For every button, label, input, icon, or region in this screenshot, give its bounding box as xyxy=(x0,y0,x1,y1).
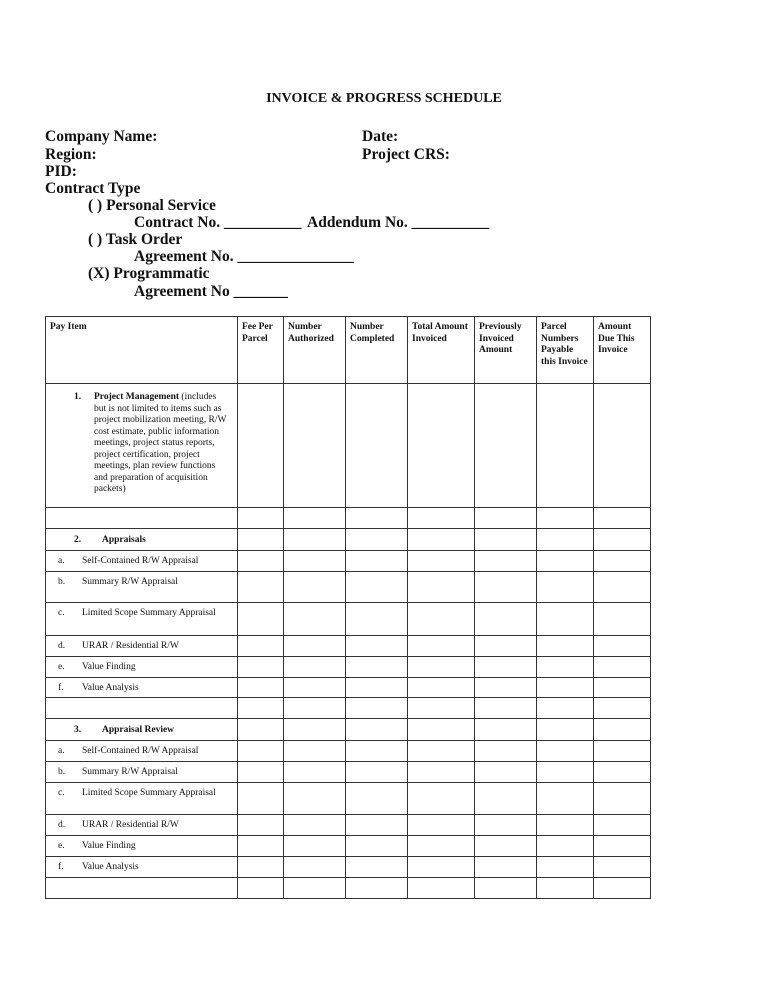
item-label: Self-Contained R/W Appraisal xyxy=(82,555,199,566)
cell[interactable] xyxy=(346,529,408,551)
cell[interactable] xyxy=(284,384,346,508)
cell[interactable] xyxy=(537,835,594,856)
table-row xyxy=(46,761,651,782)
cell[interactable] xyxy=(475,782,537,814)
cell[interactable] xyxy=(537,814,594,835)
cell[interactable] xyxy=(475,856,537,877)
cell[interactable] xyxy=(238,384,284,508)
col-number-authorized: Number Authorized xyxy=(284,317,346,384)
cell[interactable] xyxy=(594,384,651,508)
cell[interactable] xyxy=(346,782,408,814)
cell[interactable] xyxy=(537,508,594,529)
cell[interactable] xyxy=(594,550,651,571)
item-letter: a. xyxy=(58,555,65,566)
cell[interactable] xyxy=(284,698,346,719)
cell[interactable] xyxy=(537,856,594,877)
cell[interactable] xyxy=(284,877,346,898)
item-label: Summary R/W Appraisal xyxy=(82,576,178,587)
cell[interactable] xyxy=(408,571,475,602)
cell[interactable] xyxy=(346,677,408,698)
cell[interactable] xyxy=(408,508,475,529)
table-row xyxy=(46,602,651,635)
col-pay-item: Pay Item xyxy=(46,317,238,384)
cell[interactable] xyxy=(238,656,284,677)
cell[interactable] xyxy=(594,698,651,719)
cell[interactable] xyxy=(594,635,651,656)
cell[interactable] xyxy=(284,761,346,782)
cell[interactable] xyxy=(238,677,284,698)
cell[interactable] xyxy=(475,656,537,677)
cell[interactable] xyxy=(475,814,537,835)
cell[interactable] xyxy=(346,740,408,761)
section-label xyxy=(46,529,238,551)
cell[interactable] xyxy=(537,677,594,698)
cell[interactable] xyxy=(346,814,408,835)
cell[interactable] xyxy=(537,635,594,656)
cell[interactable] xyxy=(238,719,284,741)
header-row xyxy=(46,317,651,384)
item-label: Appraisals xyxy=(102,535,146,545)
cell[interactable] xyxy=(537,877,594,898)
item-letter: b. xyxy=(58,766,66,777)
cell[interactable] xyxy=(408,635,475,656)
table-row xyxy=(46,814,651,835)
programmatic-option[interactable]: (X) Programmatic xyxy=(88,265,210,282)
item-label: Summary R/W Appraisal xyxy=(82,766,178,777)
pay-item xyxy=(46,835,238,856)
item-letter: e. xyxy=(58,661,65,672)
cell[interactable] xyxy=(238,877,284,898)
item-label: Limited Scope Summary Appraisal xyxy=(82,607,216,618)
pay-item xyxy=(46,740,238,761)
cell[interactable] xyxy=(594,677,651,698)
cell[interactable] xyxy=(238,740,284,761)
cell[interactable] xyxy=(408,656,475,677)
cell[interactable] xyxy=(475,698,537,719)
item-letter: e. xyxy=(58,840,65,851)
cell[interactable] xyxy=(346,550,408,571)
section-row xyxy=(46,719,651,741)
cell[interactable] xyxy=(537,550,594,571)
cell[interactable] xyxy=(238,761,284,782)
cell[interactable] xyxy=(408,719,475,741)
col-previously-invoiced: Previously Invoiced Amount xyxy=(475,317,537,384)
cell[interactable] xyxy=(594,761,651,782)
pay-item xyxy=(46,677,238,698)
cell[interactable] xyxy=(475,761,537,782)
cell[interactable] xyxy=(238,602,284,635)
cell[interactable] xyxy=(408,677,475,698)
contract-type-label: Contract Type xyxy=(45,180,141,197)
col-fee-per-parcel: Fee Per Parcel xyxy=(238,317,284,384)
cell[interactable] xyxy=(594,602,651,635)
cell[interactable] xyxy=(408,529,475,551)
pay-item xyxy=(46,856,238,877)
cell[interactable] xyxy=(537,384,594,508)
cell[interactable] xyxy=(408,550,475,571)
cell[interactable] xyxy=(537,782,594,814)
cell[interactable] xyxy=(346,877,408,898)
cell[interactable] xyxy=(284,835,346,856)
item-letter: d. xyxy=(58,640,66,651)
cell[interactable] xyxy=(408,602,475,635)
section-row xyxy=(46,529,651,551)
document-title: INVOICE & PROGRESS SCHEDULE xyxy=(266,91,502,106)
col-amount-due: Amount Due This Invoice xyxy=(594,317,651,384)
agreement-no-field[interactable]: Agreement No. _______________ xyxy=(134,248,354,265)
cell[interactable] xyxy=(594,877,651,898)
cell[interactable] xyxy=(475,602,537,635)
pay-item xyxy=(46,571,238,602)
item-label: Limited Scope Summary Appraisal xyxy=(82,787,216,798)
cell[interactable] xyxy=(594,856,651,877)
table-row xyxy=(46,677,651,698)
pay-item xyxy=(46,814,238,835)
cell[interactable] xyxy=(537,529,594,551)
cell[interactable] xyxy=(346,635,408,656)
cell[interactable] xyxy=(408,877,475,898)
cell[interactable] xyxy=(346,508,408,529)
pay-item xyxy=(46,656,238,677)
cell[interactable] xyxy=(475,835,537,856)
cell[interactable] xyxy=(537,602,594,635)
cell[interactable] xyxy=(594,508,651,529)
cell[interactable] xyxy=(537,656,594,677)
cell xyxy=(46,698,238,719)
item-letter: b. xyxy=(58,576,66,587)
cell[interactable] xyxy=(346,835,408,856)
cell[interactable] xyxy=(238,550,284,571)
item-letter: c. xyxy=(58,787,65,798)
cell[interactable] xyxy=(537,698,594,719)
cell[interactable] xyxy=(594,656,651,677)
cell[interactable] xyxy=(346,761,408,782)
cell[interactable] xyxy=(594,740,651,761)
cell[interactable] xyxy=(346,602,408,635)
cell[interactable] xyxy=(475,677,537,698)
item-letter: f. xyxy=(58,861,64,872)
cell[interactable] xyxy=(284,719,346,741)
progress-schedule-table xyxy=(45,316,651,899)
blank-row xyxy=(46,508,651,529)
cell[interactable] xyxy=(238,835,284,856)
project-crs-label: Project CRS: xyxy=(362,146,450,163)
cell[interactable] xyxy=(284,677,346,698)
cell[interactable] xyxy=(408,740,475,761)
cell[interactable] xyxy=(284,635,346,656)
cell[interactable] xyxy=(284,740,346,761)
cell[interactable] xyxy=(238,856,284,877)
contract-no-field[interactable]: Contract No. __________ xyxy=(134,214,302,231)
item-number: 3. xyxy=(74,725,82,735)
pay-item xyxy=(46,635,238,656)
cell[interactable] xyxy=(475,877,537,898)
region-label: Region: xyxy=(45,146,97,163)
item-label: URAR / Residential R/W xyxy=(82,640,179,651)
programmatic-agreement-no-field[interactable]: Agreement No _______ xyxy=(134,283,288,300)
cell[interactable] xyxy=(475,384,537,508)
item-label: Appraisal Review xyxy=(102,725,175,735)
cell[interactable] xyxy=(475,508,537,529)
item-letter: d. xyxy=(58,819,66,830)
cell[interactable] xyxy=(475,740,537,761)
cell[interactable] xyxy=(408,782,475,814)
cell[interactable] xyxy=(594,571,651,602)
cell[interactable] xyxy=(284,782,346,814)
task-order-option[interactable]: ( ) Task Order xyxy=(88,231,183,248)
cell[interactable] xyxy=(346,384,408,508)
table-row xyxy=(46,835,651,856)
cell[interactable] xyxy=(238,782,284,814)
cell[interactable] xyxy=(537,719,594,741)
cell[interactable] xyxy=(594,719,651,741)
cell[interactable] xyxy=(346,719,408,741)
table-row xyxy=(46,656,651,677)
item-label: Project Management xyxy=(94,392,180,402)
item-letter: c. xyxy=(58,607,65,618)
pay-item xyxy=(46,602,238,635)
cell[interactable] xyxy=(238,635,284,656)
cell[interactable] xyxy=(238,529,284,551)
item-letter: a. xyxy=(58,745,65,756)
item-letter: f. xyxy=(58,682,64,693)
cell[interactable] xyxy=(475,719,537,741)
cell[interactable] xyxy=(284,856,346,877)
cell[interactable] xyxy=(284,508,346,529)
cell[interactable] xyxy=(284,602,346,635)
personal-service-option[interactable]: ( ) Personal Service xyxy=(88,197,216,214)
cell[interactable] xyxy=(238,814,284,835)
table-row xyxy=(46,550,651,571)
cell[interactable] xyxy=(284,656,346,677)
cell[interactable] xyxy=(475,635,537,656)
cell[interactable] xyxy=(537,761,594,782)
addendum-no-field[interactable]: Addendum No. __________ xyxy=(307,214,490,231)
cell[interactable] xyxy=(346,656,408,677)
cell[interactable] xyxy=(284,571,346,602)
cell[interactable] xyxy=(537,571,594,602)
table-row xyxy=(46,384,651,508)
cell[interactable] xyxy=(408,856,475,877)
cell xyxy=(46,877,238,898)
col-parcel-numbers: Parcel Numbers Payable this Invoice xyxy=(537,317,594,384)
cell[interactable] xyxy=(346,571,408,602)
pid-label: PID: xyxy=(45,163,77,180)
cell[interactable] xyxy=(284,814,346,835)
blank-row xyxy=(46,698,651,719)
date-label: Date: xyxy=(362,128,399,145)
cell[interactable] xyxy=(594,529,651,551)
pay-item-project-management xyxy=(46,384,238,508)
cell[interactable] xyxy=(346,698,408,719)
table-row xyxy=(46,740,651,761)
company-name-label: Company Name: xyxy=(45,128,158,145)
cell[interactable] xyxy=(537,740,594,761)
col-number-completed: Number Completed xyxy=(346,317,408,384)
item-label: Value Analysis xyxy=(82,682,139,693)
cell[interactable] xyxy=(346,856,408,877)
cell[interactable] xyxy=(408,814,475,835)
cell[interactable] xyxy=(594,835,651,856)
cell[interactable] xyxy=(408,698,475,719)
table-row xyxy=(46,571,651,602)
cell[interactable] xyxy=(475,550,537,571)
blank-row xyxy=(46,877,651,898)
item-label: URAR / Residential R/W xyxy=(82,819,179,830)
item-label: Value Finding xyxy=(82,661,136,672)
item-number: 1. xyxy=(74,392,82,402)
cell[interactable] xyxy=(408,835,475,856)
cell[interactable] xyxy=(594,782,651,814)
cell[interactable] xyxy=(408,384,475,508)
item-label: Value Analysis xyxy=(82,861,139,872)
cell[interactable] xyxy=(408,761,475,782)
cell[interactable] xyxy=(475,529,537,551)
cell[interactable] xyxy=(594,814,651,835)
cell[interactable] xyxy=(284,550,346,571)
cell[interactable] xyxy=(284,529,346,551)
col-total-amount-invoiced: Total Amount Invoiced xyxy=(408,317,475,384)
cell[interactable] xyxy=(238,571,284,602)
pay-item xyxy=(46,761,238,782)
item-description: (includes but is not limited to items such as project mobilization meeting, R/W cost estimate, public information meetings, project status reports, project certification, project meetings, plan review functions and preparation of acquisition packets) xyxy=(94,392,227,494)
table-row xyxy=(46,635,651,656)
pay-item xyxy=(46,782,238,814)
table-row xyxy=(46,856,651,877)
cell[interactable] xyxy=(475,571,537,602)
item-label: Self-Contained R/W Appraisal xyxy=(82,745,199,756)
pay-item xyxy=(46,550,238,571)
table-row xyxy=(46,782,651,814)
item-label: Value Finding xyxy=(82,840,136,851)
item-number: 2. xyxy=(74,535,82,545)
cell[interactable] xyxy=(238,508,284,529)
cell xyxy=(46,508,238,529)
section-label xyxy=(46,719,238,741)
cell[interactable] xyxy=(238,698,284,719)
